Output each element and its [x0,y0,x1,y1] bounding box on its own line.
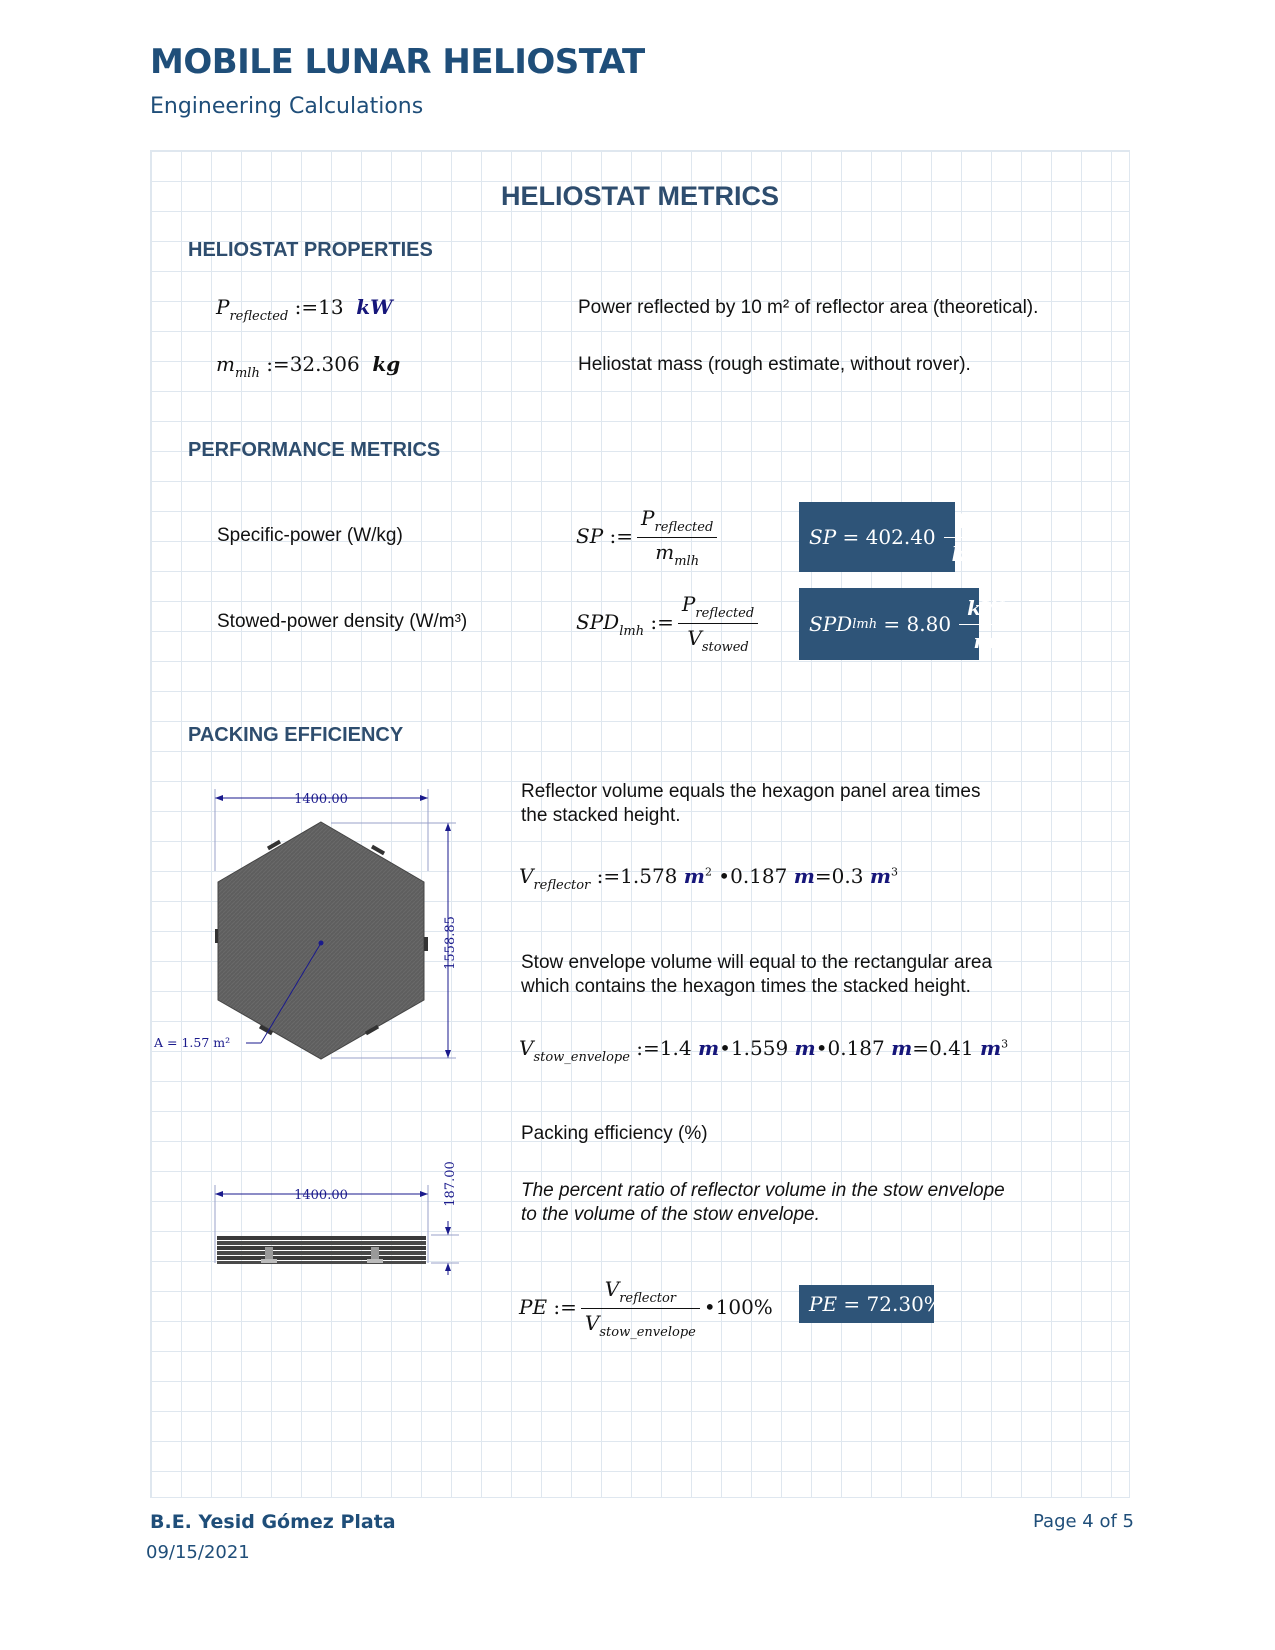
document-title: MOBILE LUNAR HELIOSTAT [150,42,645,82]
reflector-volume-description-line2: the stacked height. [521,805,681,826]
m-mlh-definition: $m_{mlh}$ :=32.306 kg [216,352,401,381]
specific-power-result: SP = 402.40 $\frac{W}{kg}$ [799,502,955,572]
footer-author: B.E. Yesid Gómez Plata [150,1511,396,1533]
stacked-panels [217,1236,426,1264]
p-reflected-definition: $P_{reflected}$ :=13 kW [216,295,393,324]
packing-efficiency-formula: PE := $\frac{V_{reflector}}{V_{stow\_envelope}}$ •100% [519,1277,773,1340]
side-height-dimension: 187.00 [443,1161,458,1207]
packing-efficiency-label: Packing efficiency (%) [521,1123,708,1144]
packing-efficiency-description-line1: The percent ratio of reflector volume in the stow envelope [521,1180,1005,1201]
side-width-dimension: 1400.00 [294,1188,348,1203]
top-width-dimension: 1400.00 [294,792,348,807]
top-height-dimension: 1558.85 [443,916,458,970]
section-heading-properties: HELIOSTAT PROPERTIES [188,239,433,261]
hexagon-top-view-drawing [151,781,471,1071]
stowed-power-density-result: SPD lmh = 8.80 $\frac{kW}{\text{m³}}$ [799,588,979,660]
section-heading-packing: PACKING EFFICIENCY [188,724,404,746]
reflector-volume-description-line1: Reflector volume equals the hexagon panel area times [521,781,981,802]
area-label: A = 1.57 m² [154,1035,231,1050]
packing-efficiency-result: PE = 72.30% [799,1285,934,1323]
specific-power-formula: SP := $\frac{P_{reflected}}{m_{mlh}}$ [576,506,721,569]
stacked-side-view-drawing [201,1151,471,1286]
worksheet [150,150,1130,1498]
m-mlh-description: Heliostat mass (rough estimate, without rover). [578,354,971,375]
packing-efficiency-description-line2: to the volume of the stow envelope. [521,1204,820,1225]
reflector-volume-formula: $V_{reflector}$ :=1.578 $m^2$ •0.187 m=0.3 $m^3$ [519,864,898,893]
page-heading: HELIOSTAT METRICS [501,181,779,211]
document-subtitle: Engineering Calculations [150,94,424,119]
envelope-volume-description-line1: Stow envelope volume will equal to the rectangular area [521,952,993,973]
footer-page-number: Page 4 of 5 [1033,1511,1134,1532]
specific-power-label: Specific-power (W/kg) [217,525,403,546]
stowed-power-density-formula: $SPD_{lmh}$ := $\frac{P_{reflected}}{V_{stowed}}$ [576,592,762,655]
stowed-power-density-label: Stowed-power density (W/m³) [217,611,468,632]
envelope-volume-formula: $V_{stow\_envelope}$ :=1.4 m•1.559 m•0.187 m=0.41 $m^3$ [519,1036,1009,1065]
section-heading-performance: PERFORMANCE METRICS [188,439,441,461]
p-reflected-description: Power reflected by 10 m² of reflector area (theoretical). [578,297,1039,318]
footer-date: 09/15/2021 [146,1542,250,1563]
envelope-volume-description-line2: which contains the hexagon times the stacked height. [521,976,971,997]
